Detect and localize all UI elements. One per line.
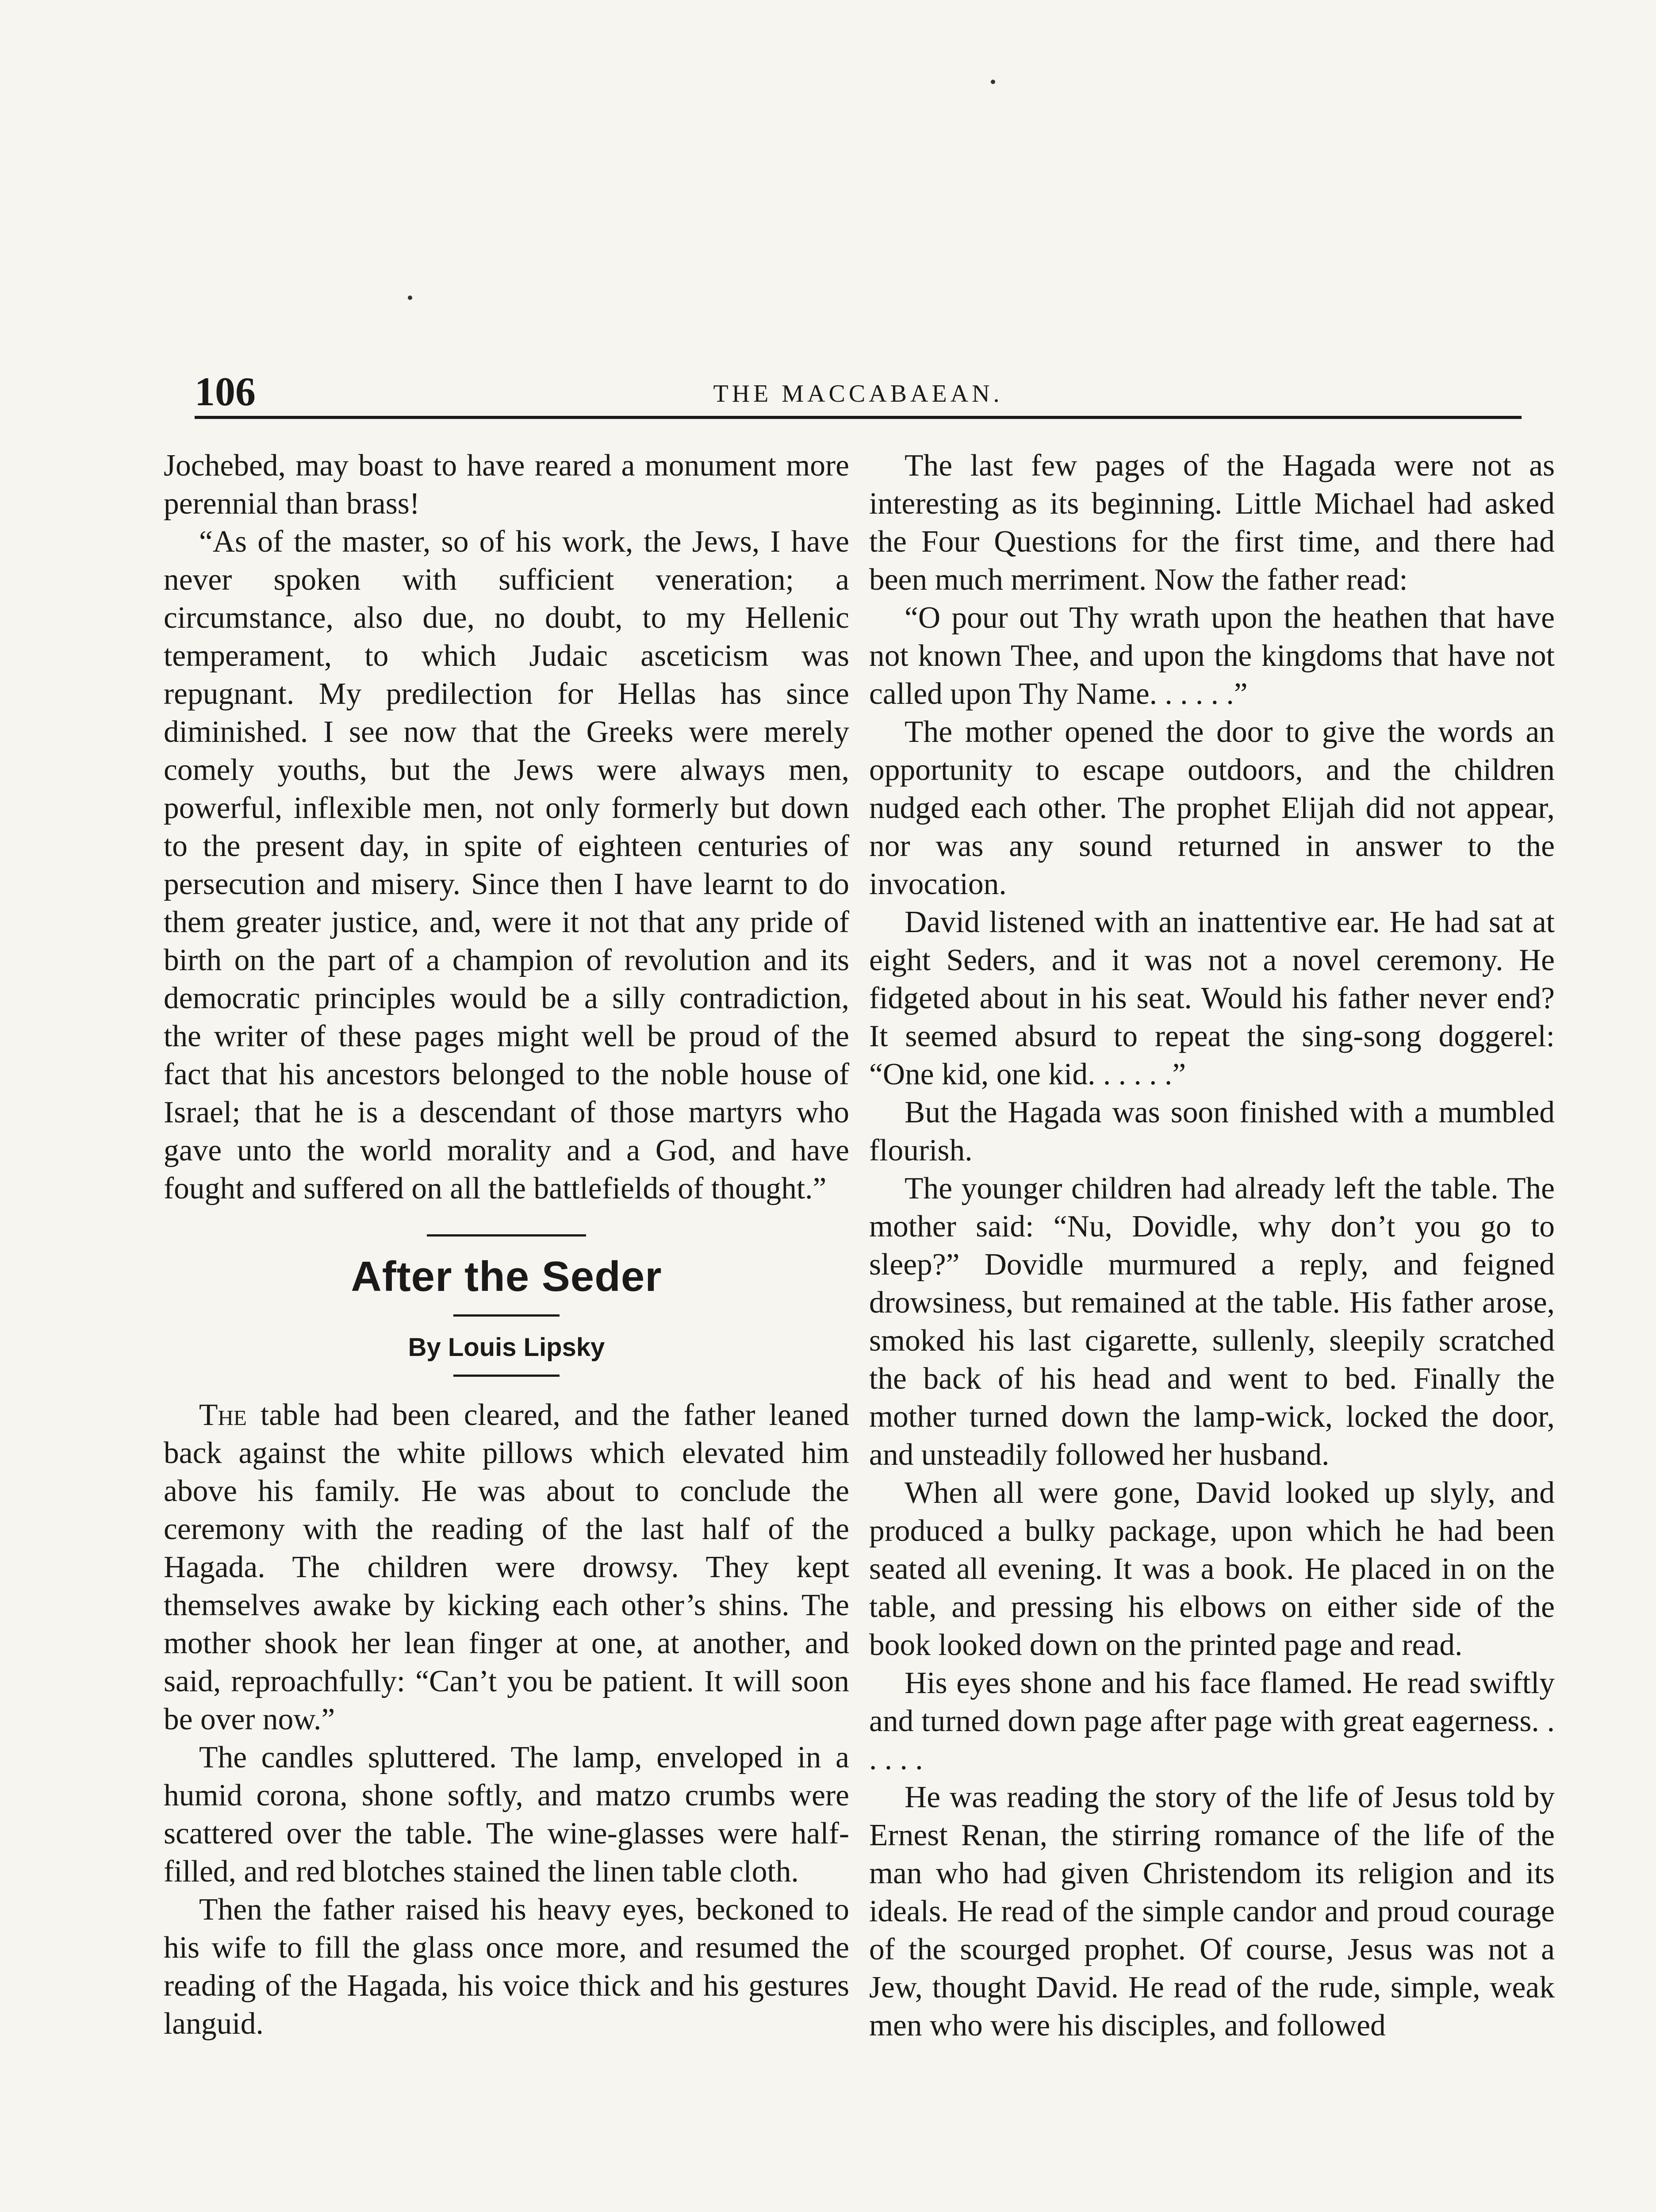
drop-word: The — [199, 1398, 247, 1432]
article-paragraph: His eyes shone and his face flamed. He read swiftly and turned down page after page with great eagerness. . . . . . — [869, 1666, 1555, 1776]
continuation-paragraph: Jochebed, may boast to have reared a monument more perennial than brass! — [164, 449, 849, 521]
page-number: 106 — [195, 369, 256, 414]
left-column — [164, 447, 849, 2043]
article-paragraph: The younger children had already left the table. The mother said: “Nu, Dovidle, why don’t you go to sleep?” Dovidle murmured a reply, and feigned drowsiness, but remained at the table. His father arose, smoked his last cigarette, sullenly, sleepily scratched the back of his head and went to bed. Finally the mother turned down the lamp-wick, locked the door, and unsteadily followed her husband. — [869, 1171, 1555, 1472]
article-title: After the Seder — [351, 1253, 662, 1300]
article-paragraph: When all were gone, David looked up slyly, and produced a bulky package, upon which he had been seated all evening. It was a book. He placed in on the table, and pressing his elbows on either side of the book looked down on the printed page and read. — [869, 1476, 1555, 1662]
page-header — [195, 367, 1522, 419]
running-head: THE MACCABAEAN. — [713, 380, 1003, 407]
divider-rule — [453, 1314, 560, 1317]
article-paragraph: But the Hagada was soon finished with a mumbled flourish. — [869, 1095, 1555, 1167]
byline: By Louis Lipsky — [408, 1333, 605, 1362]
ink-speck — [408, 296, 412, 300]
article-paragraph: The mother opened the door to give the words an opportunity to escape outdoors, and the children nudged each other. The prophet Elijah did not appear, nor was any sound returned in answer to the invocation. — [869, 715, 1555, 901]
article-paragraph: The last few pages of the Hagada were not as interesting as its beginning. Little Michael had asked the Four Questions for the first time, and there had been much merriment. Now the father read: — [869, 449, 1555, 597]
article-heading — [164, 1208, 849, 1377]
article-paragraph: He was reading the story of the life of Jesus told by Ernest Renan, the stirring romance of the life of the man who had given Christendom its religion and its ideals. He read of the simple candor and proud courage of the scourged prophet. Of course, Jesus was not a Jew, thought David. He read of the rude, simple, weak men who were his disciples, and followed — [869, 1780, 1555, 2043]
article-paragraph-text: table had been cleared, and the father leaned back against the white pillows which elevated him above his family. He was about to conclude the ceremony with the reading of the last half of the Hagada. The children were drowsy. They kept themselves awake by kicking each other’s shins. The mother shook her lean finger at one, at another, and said, reproachfully: “Can’t you be patient. It will soon be over now.” — [164, 1398, 849, 1736]
ink-speck — [991, 80, 995, 84]
article-paragraph: Then the father raised his heavy eyes, beckoned to his wife to fill the glass once more, and resumed the reading of the Hagada, his voice thick and his gestures languid. — [164, 1893, 849, 2041]
right-column — [869, 447, 1555, 2045]
article-paragraph — [164, 1396, 849, 1739]
divider-rule — [453, 1375, 560, 1377]
divider-rule — [427, 1234, 586, 1237]
quote-paragraph: “As of the master, so of his work, the Jews, I have never spoken with sufficient veneration; a circumstance, also due, no doubt, to my Hellenic temperament, to which Judaic asceticism was repugnant. My predilection for Hellas has since diminished. I see now that the Greeks were merely comely youths, but the Jews were always men, powerful, inflexible men, not only formerly but down to the present day, in spite of eighteen centuries of persecution and misery. Since then I have learnt to do them greater justice, and, were it not that any pride of birth on the part of a champion of revolution and its democratic principles would be a silly contradiction, the writer of these pages might well be proud of the fact that his ancestors belonged to the noble house of Israel; that he is a descendant of those martyrs who gave unto the world morality and a God, and have fought and suffered on all the battlefields of thought.” — [164, 525, 849, 1206]
quote-paragraph: “O pour out Thy wrath upon the heathen that have not known Thee, and upon the kingdoms that have not called upon Thy Name. . . . . .” — [869, 601, 1555, 711]
article-paragraph: The candles spluttered. The lamp, enveloped in a humid corona, shone softly, and matzo crumbs were scattered over the table. The wine-glasses were half-filled, and red blotches stained the linen table cloth. — [164, 1740, 849, 1889]
article-paragraph: David listened with an inattentive ear. He had sat at eight Seders, and it was not a novel ceremony. He fidgeted about in his seat. Would his father never end? It seemed absurd to repeat the sing-song doggerel: “One kid, one kid. . . . . .” — [869, 905, 1555, 1091]
